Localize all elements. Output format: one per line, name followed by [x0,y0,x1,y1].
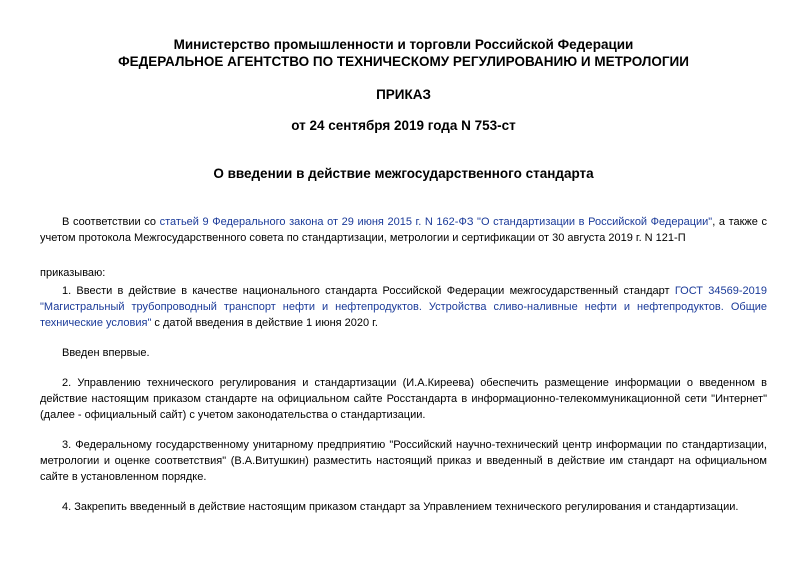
item-1-suffix: с датой введения в действие 1 июня 2020 г. [151,317,378,329]
ministry-heading: Министерство промышленности и торговли Российской Федерации [173,37,634,52]
first-intro-note: Введен впервые. [62,347,150,359]
federal-law-link[interactable]: статьей 9 Федерального закона от 29 июня 2015 г. N 162-ФЗ "О стандартизации в Российской Федерации" [159,216,713,228]
item-2-paragraph: 2. Управлению технического регулирования и стандартизации (И.А.Киреева) обеспечить размещение информации о введенном в действие настоящим приказом стандарте на официальном сайте Росстандарта в информационно-телекоммуникационной сети "Интернет" (далее - официальный сайт) с учетом законодательства о стандартизации. [40,377,767,421]
document [40,36,767,515]
preamble-prefix: В соответствии со [62,216,160,228]
gost-standard-link[interactable]: ГОСТ 34569-2019 "Магистральный трубопроводный транспорт нефти и нефтепродуктов. Устройства сливо-наливные нефти и нефтепродуктов. Общие технические условия" [40,285,767,329]
item-4-paragraph: 4. Закрепить введенный в действие настоящим приказом стандарт за Управлением технического регулирования и стандартизации. [62,501,739,513]
order-word: приказываю: [40,267,106,279]
agency-heading: ФЕДЕРАЛЬНОЕ АГЕНТСТВО ПО ТЕХНИЧЕСКОМУ РЕГУЛИРОВАНИЮ И МЕТРОЛОГИИ [118,54,689,69]
item-1-paragraph [40,283,767,331]
item-3-paragraph: 3. Федеральному государственному унитарному предприятию "Российский научно-технический центр информации по стандартизации, метрологии и оценке соответствия" (В.А.Витушкин) разместить настоящий приказ и введенный в действие им стандарт на официальном сайте в установленном порядке. [40,439,767,483]
order-subject: О введении в действие межгосударственного стандарта [213,166,594,181]
preamble-paragraph [40,214,767,246]
order-date-number: от 24 сентября 2019 года N 753-ст [291,118,516,133]
order-type: ПРИКАЗ [376,87,431,102]
preamble-suffix: , а также с учетом протокола Межгосударственного совета по стандартизации, метрологии и сертификации от 30 августа 2019 г. N 121-П [40,216,768,244]
item-1-prefix: 1. Ввести в действие в качестве национального стандарта Российской Федерации межгосударственный стандарт [62,285,675,297]
